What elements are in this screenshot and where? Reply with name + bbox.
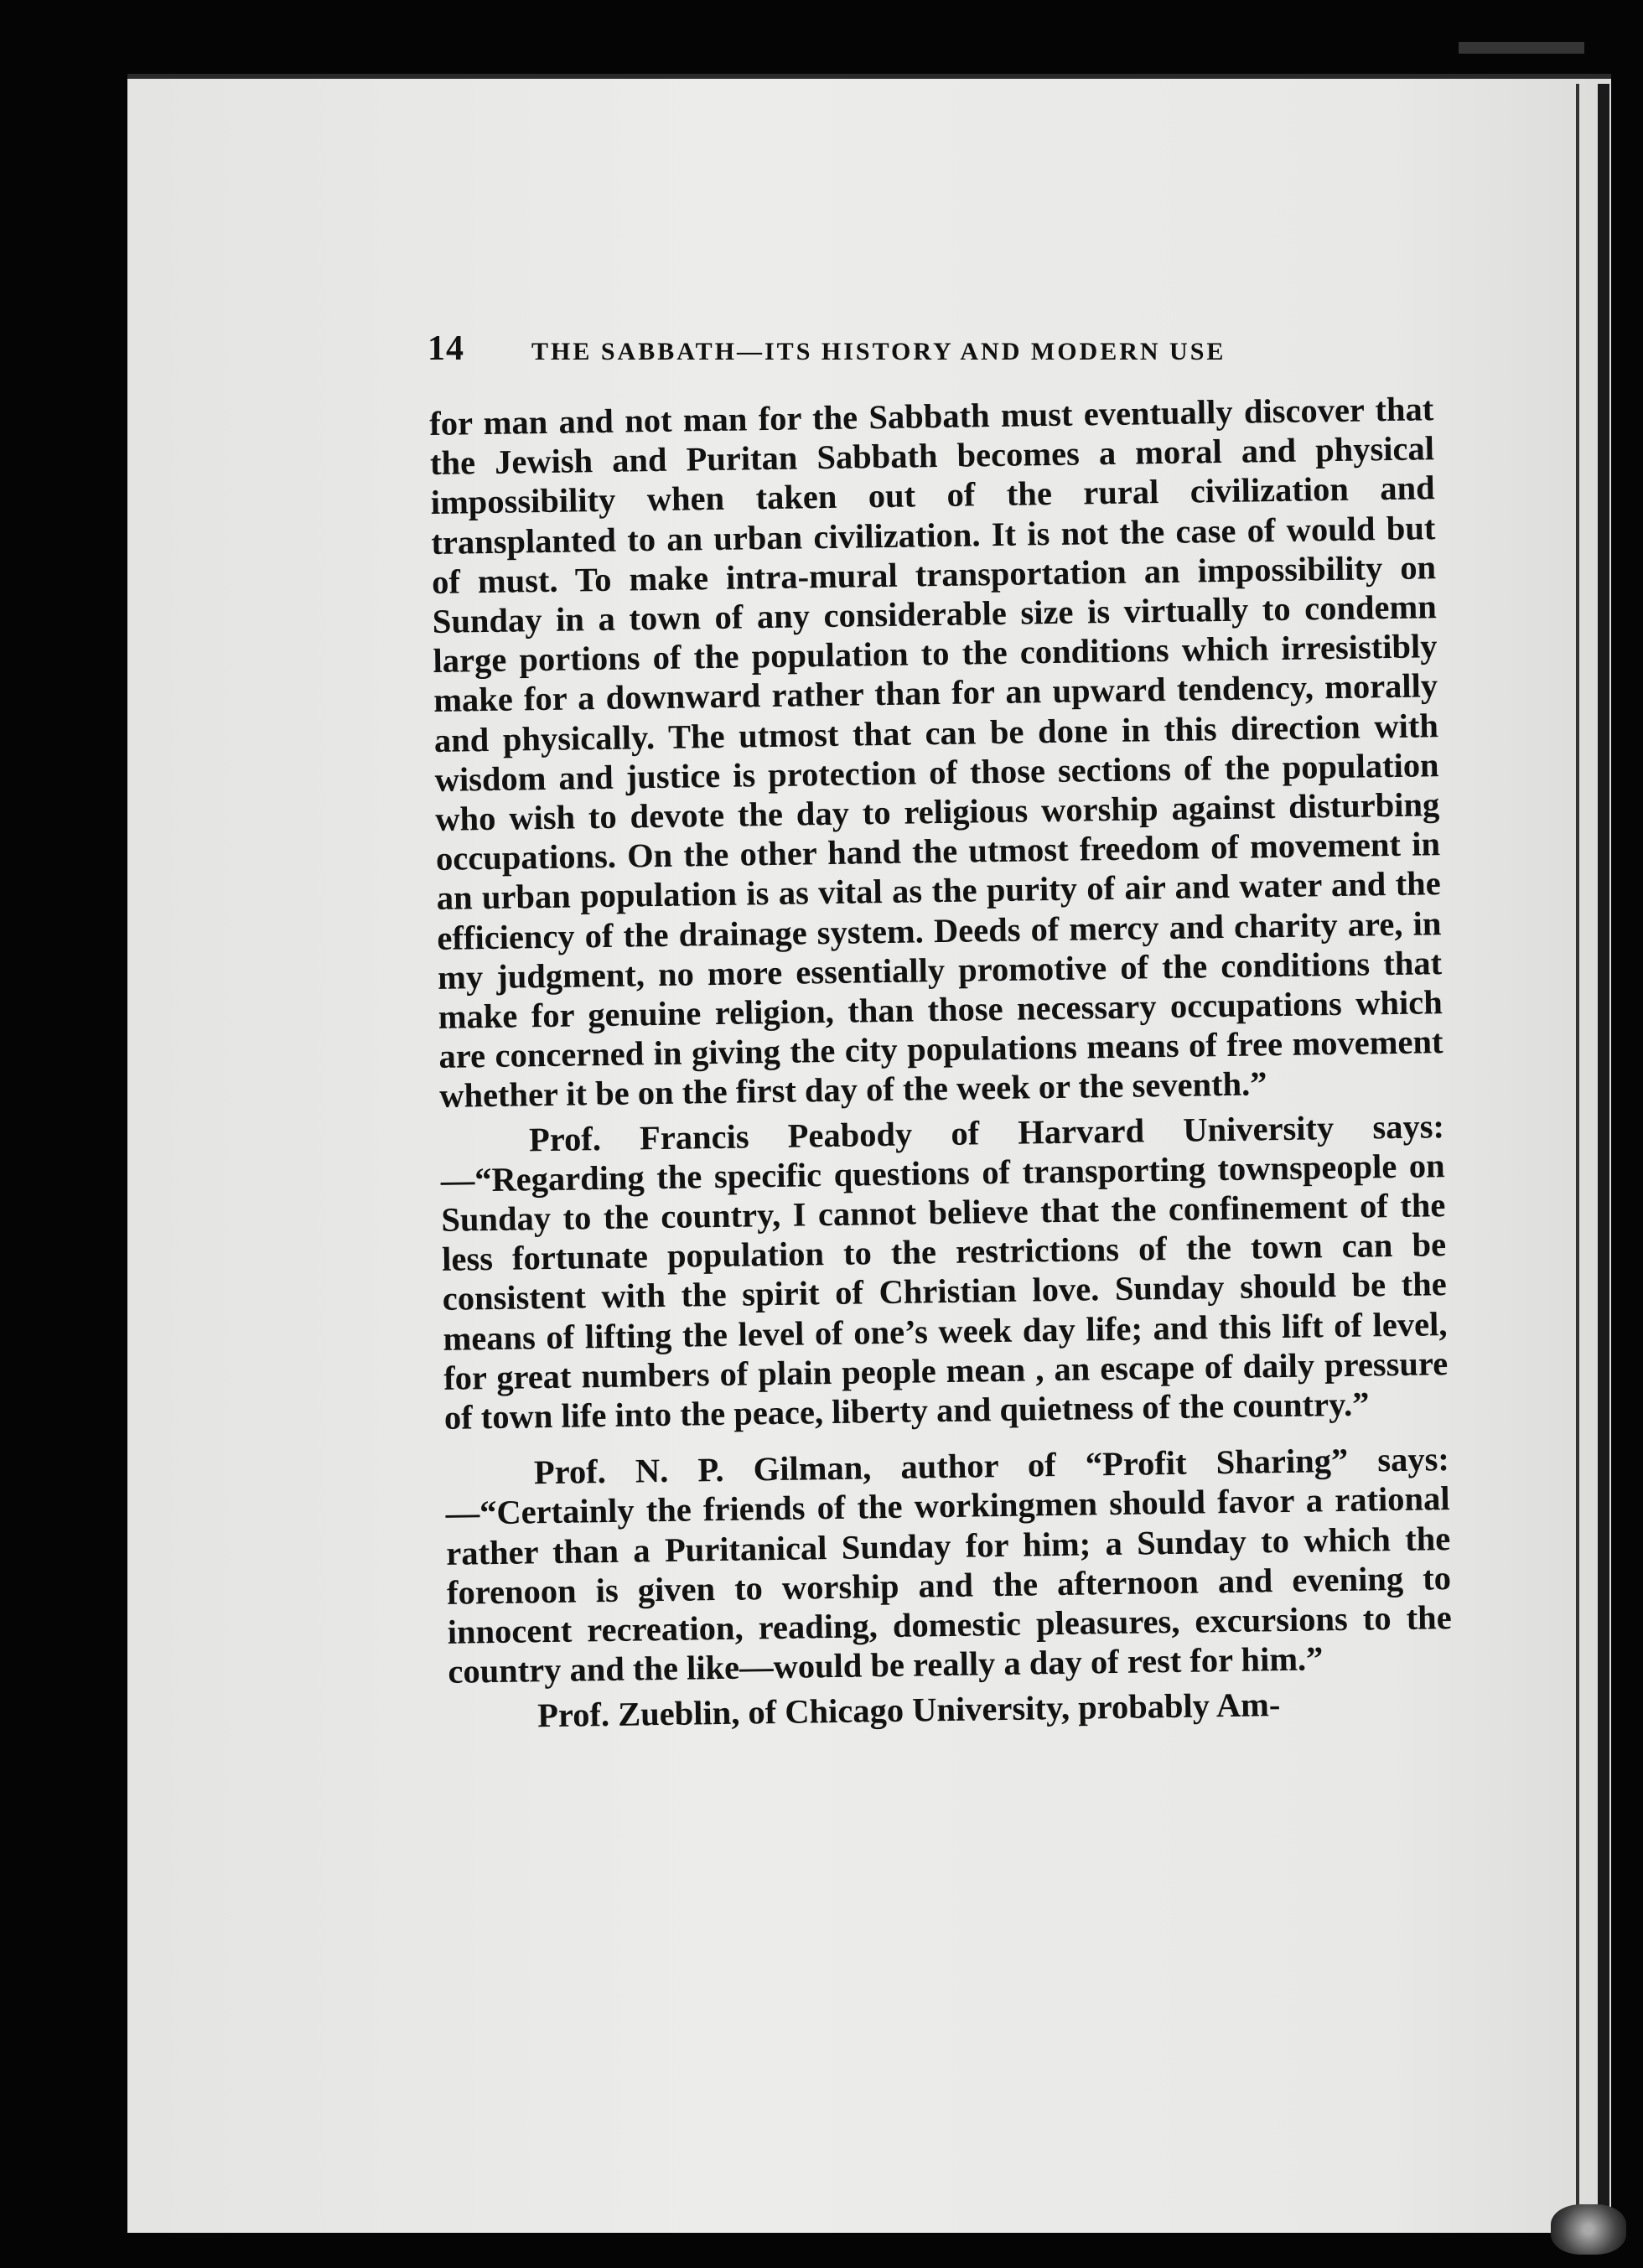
scan-artifact <box>1551 2204 1626 2255</box>
body-text <box>429 389 1453 1736</box>
page-edge <box>1598 84 1609 2238</box>
page-number: 14 <box>428 329 464 368</box>
scan-artifact <box>1459 42 1584 54</box>
running-head <box>428 329 1299 369</box>
paragraph-continued: for man and not man for the Sabbath must eventually discover that the Jewish and Puritan Sabbath becomes a moral and physical impossibility when taken out of the rural civilization and transplanted to an urban civilization. It is not the case of would but of must. To make intra-mural transportation an impossibility on Sunday in a town of any considerable size is virtually to condemn large portions of the population to the conditions which irresistibly make for a downward rather than for an upward tendency, morally and physically. The utmost that can be done in this direction with wisdom and justice is protection of those sections of the population who wish to devote the day to religious worship against disturbing occupations. On the other hand the utmost freedom of movement in an urban population is as vital as the purity of air and water and the efficiency of the drainage system. Deeds of mercy and charity are, in my judgment, no more essentially promotive of the conditions that make for genuine religion, than those necessary occupations which are concerned in giving the city populations means of free movement whether it be on the first day of the week or the seventh.” <box>429 390 1443 1116</box>
paragraph-gilman-quote: Prof. N. P. Gilman, author of “Profit Sharing” says:—“Certainly the friends of the workingmen should favor a rational rather than a Puritanical Sunday for him; a Sunday to which the forenoon is given to worship and the afternoon and evening to innocent recreation, reading, domestic pleasures, excursions to the country and the like—would be really a day of rest for him.” <box>445 1440 1452 1691</box>
running-head-title: THE SABBATH—ITS HISTORY AND MODERN USE <box>531 338 1226 365</box>
paragraph-peabody-quote: Prof. Francis Peabody of Harvard University says:—“Regarding the specific questions of transporting townspeople on Sunday to the country, I cannot believe that the confinement of the less fortunate population to the restrictions of the town can be consistent with the spirit of Christian love. Sunday should be the means of lifting the level of one’s week day life; and this lift of level, for great numbers of plain people mean , an escape of daily pressure of town life into the peace, liberty and quietness of the country.” <box>440 1106 1449 1437</box>
page-gutter <box>1576 84 1579 2229</box>
paragraph-zueblin: Prof. Zueblin, of Chicago University, probably Am- <box>536 1685 1281 1734</box>
